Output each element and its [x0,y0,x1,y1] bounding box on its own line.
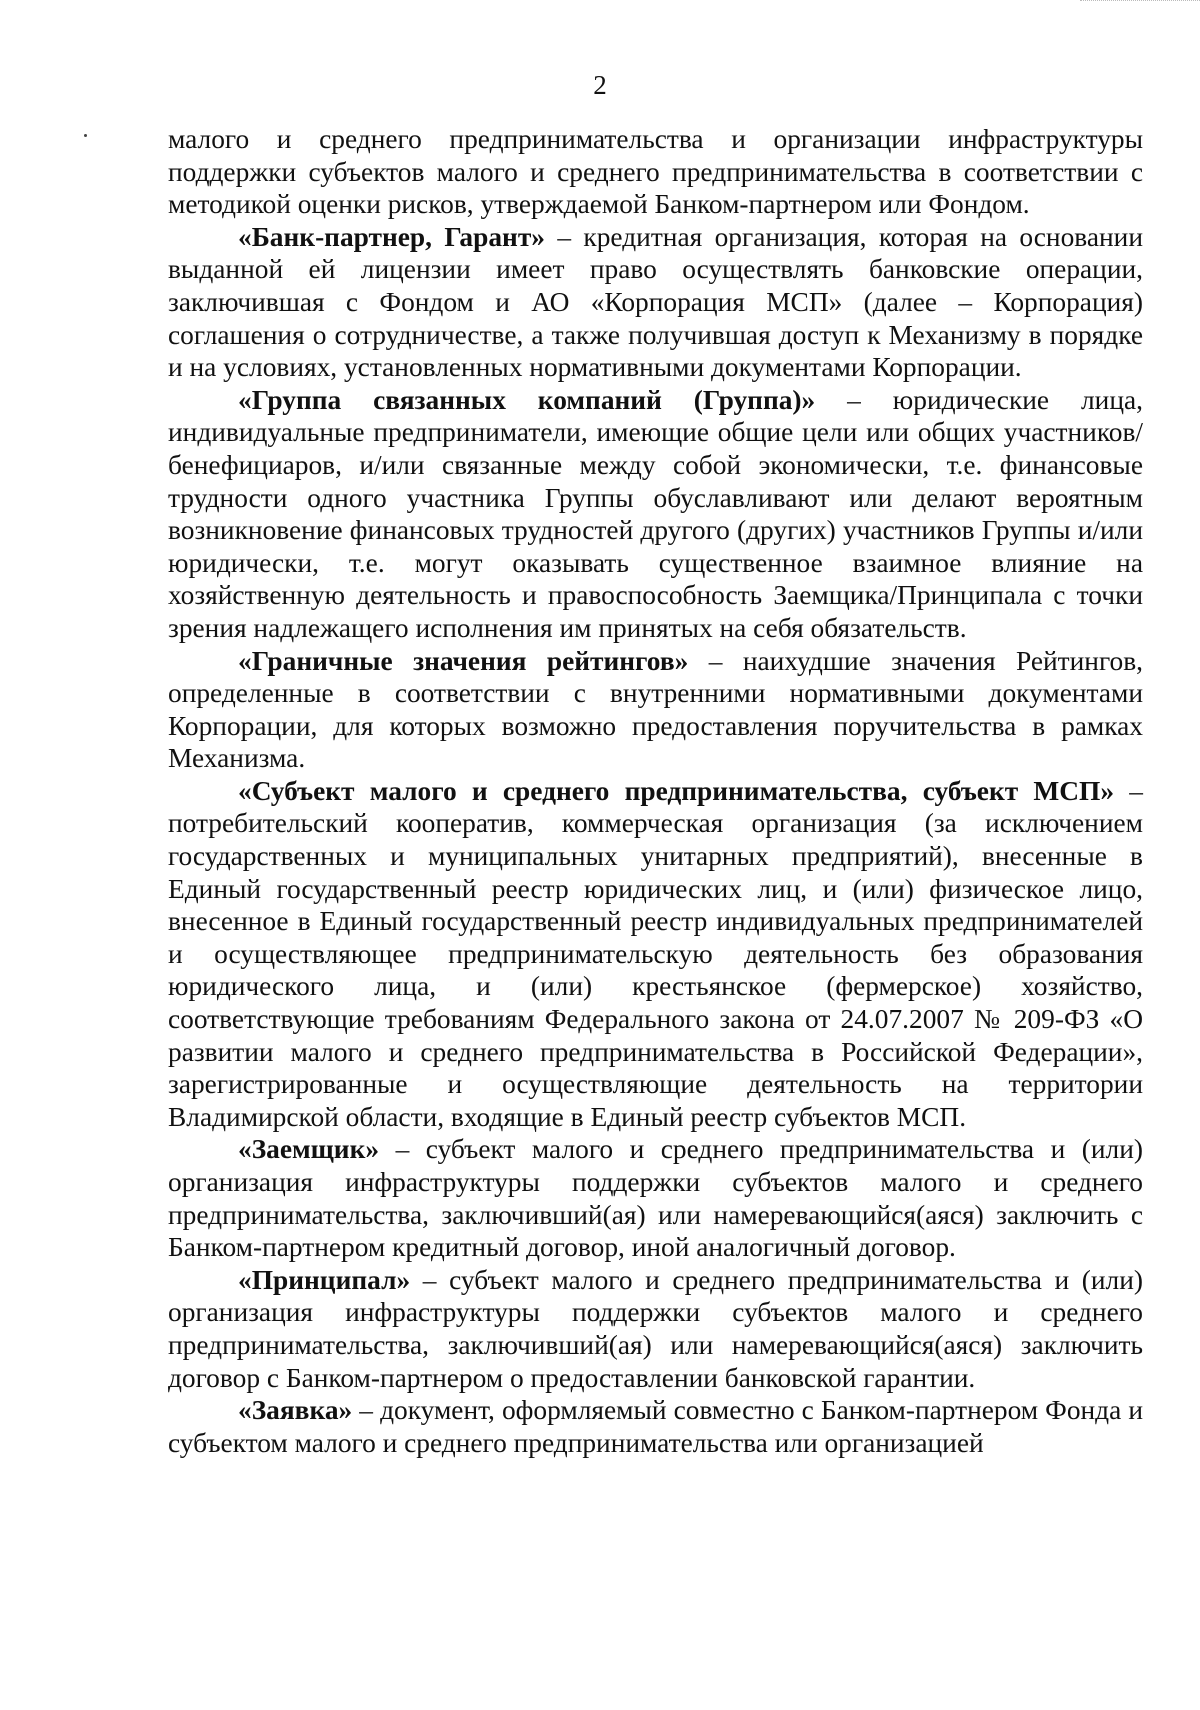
definition-term: «Банк-партнер, Гарант» [238,221,545,252]
definition-term: «Группа связанных компаний (Группа)» [238,384,816,415]
definition-rating-limits [168,645,1143,775]
definition-text: – кредитная организация, которая на основании выданной ей лицензии имеет право осуществлять банковские операции, заключившая с Фондом и АО «Корпорация МСП» (далее – Корпорация) соглашения о сотрудничестве, а также получившая доступ к Механизму в порядке и на условиях, установленных нормативными документами Корпорации. [168,221,1143,383]
definition-bank-partner [168,221,1143,384]
definition-principal [168,1264,1143,1394]
definition-term: «Заявка» [238,1395,353,1426]
document-body [168,123,1143,1459]
definition-text: – субъект малого и среднего предпринимательства и (или) организация инфраструктуры поддержки субъектов малого и среднего предпринимательства, заключивший(ая) или намеревающийся(аяся) заключить с Банком-партнером кредитный договор, иной аналогичный договор. [168,1134,1143,1263]
definition-borrower [168,1133,1143,1263]
definition-term: «Заемщик» [238,1134,380,1165]
paragraph-text: малого и среднего предпринимательства и организации инфраструктуры поддержки субъектов малого и среднего предпринимательства в соответствии с методикой оценки рисков, утверждаемой Банком-партнером или Фондом. [168,124,1143,220]
definition-text: – субъект малого и среднего предпринимательства и (или) организация инфраструктуры поддержки субъектов малого и среднего предпринимательства, заключивший(ая) или намеревающийся(аяся) заключить договор с Банком-партнером о предоставлении банковской гарантии. [168,1264,1143,1393]
definition-application [168,1394,1143,1459]
definition-sme-subject [168,775,1143,1134]
definition-text: – потребительский кооператив, коммерческая организация (за исключением государственных и муниципальных унитарных предприятий), внесенные в Единый государственный реестр юридических лиц, и (или) физическое лицо, внесенное в Единый государственный реестр индивидуальных предпринимателей и осуществляющее предпринимательскую деятельность без образования юридического лица, и (или) крестьянское (фермерское) хозяйство, соответствующие требованиям Федерального закона от 24.07.2007 № 209-ФЗ «О развитии малого и среднего предпринимательства в Российской Федерации», зарегистрированные и осуществляющие деятельность на территории Владимирской области, входящие в Единый реестр субъектов МСП. [168,775,1143,1132]
page-number: 2 [593,70,607,100]
definition-group [168,384,1143,645]
definition-term: «Субъект малого и среднего предпринимательства, субъект МСП» [238,775,1115,806]
definition-text: – юридические лица, индивидуальные предприниматели, имеющие общие цели или общих участников/бенефициаров, и/или связанные между собой экономически, т.е. финансовые трудности одного участника Группы обуславливают или делают вероятным возникновение финансовых трудностей другого (других) участников Группы и/или юридически, т.е. могут оказывать существенное взаимное влияние на хозяйственную деятельность и правоспособность Заемщика/Принципала с точки зрения надлежащего исполнения им принятых на себя обязательств. [168,384,1143,643]
paragraph-continuation [168,123,1143,221]
definition-term: «Принципал» [238,1264,411,1295]
definition-text: – документ, оформляемый совместно с Банком-партнером Фонда и субъектом малого и среднего предпринимательства или организацией [168,1395,1143,1458]
scan-edge-mark [1080,0,1200,9]
definition-text: – наихудшие значения Рейтингов, определенные в соответствии с внутренними нормативными документами Корпорации, для которых возможно предоставления поручительства в рамках Механизма. [168,645,1143,774]
scan-speck [84,134,87,137]
definition-term: «Граничные значения рейтингов» [238,645,689,676]
